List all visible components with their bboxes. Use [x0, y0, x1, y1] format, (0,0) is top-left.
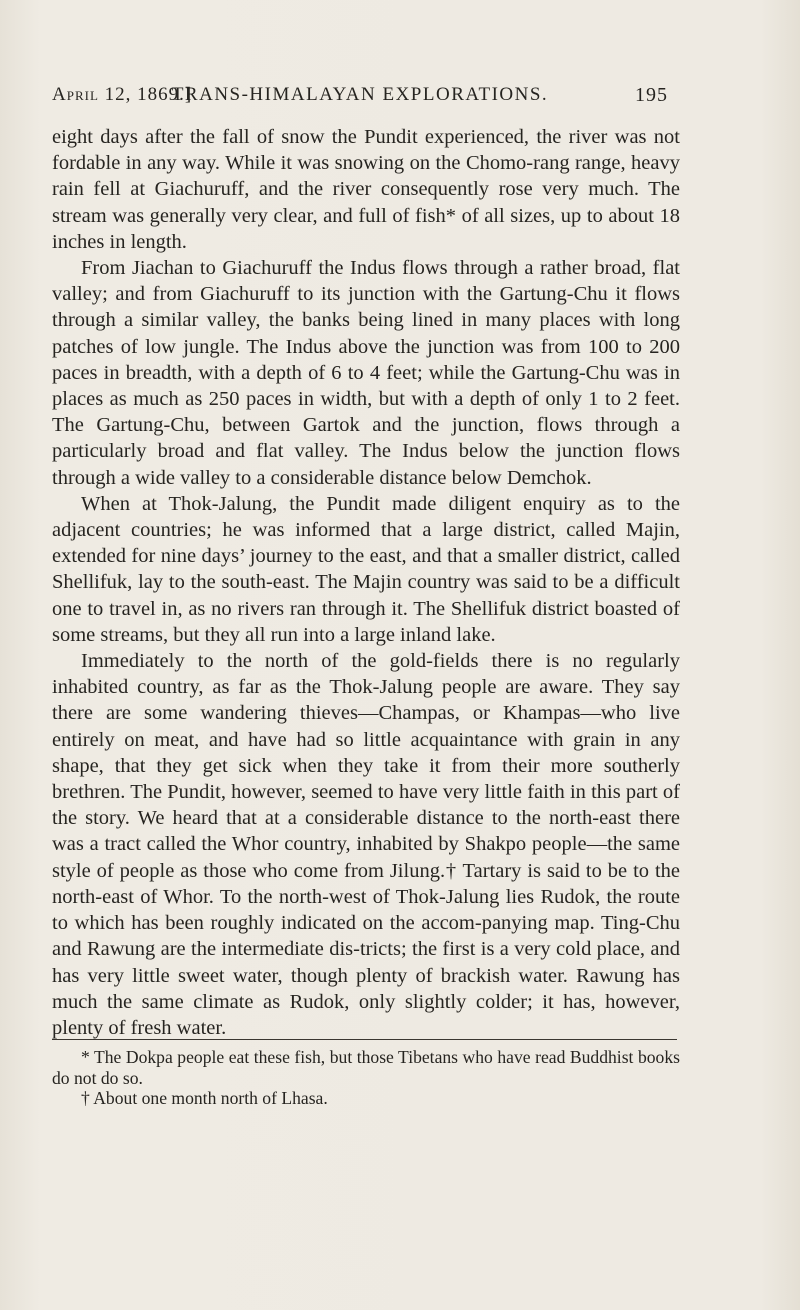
paragraph-2: From Jiachan to Giachuruff the Indus flows through a rather broad, flat valley; and from Giachuruff to its junction with the Gartung-Chu it flows through a similar valley, the banks being lined in many places with long patches of low jungle. The Indus above the junction was from 100 to 200 paces in breadth, with a depth of 6 to 4 feet; while the Gartung-Chu was in places as much as 250 paces in width, but with a depth of only 1 to 2 feet. The Gartung-Chu, between Gartok and the junction, flows through a particularly broad and flat valley. The Indus below the junction flows through a wide valley to a considerable distance below Demchok.	[52, 257, 680, 489]
header-title: TRANS-HIMALAYAN EXPLORATIONS.	[171, 84, 549, 105]
paragraph-1: eight days after the fall of snow the Pundit experienced, the river was not fordable in any way. While it was snowing on the Chomo-rang range, heavy rain fell at Giachuruff, and the river consequently rose very much. The stream was generally very clear, and full of fish* of all sizes, up to about 18 inches in length.	[52, 126, 680, 253]
header-date: April 12, 1869.]	[52, 84, 193, 105]
running-head	[52, 84, 668, 112]
body-text	[52, 124, 680, 1041]
footnote-2: † About one month north of Lhasa.	[81, 1088, 328, 1108]
footnotes	[52, 1047, 680, 1109]
paragraph-4: Immediately to the north of the gold-fields there is no regularly inhabited country, as far as the Thok-Jalung people are aware. They say there are some wandering thieves—Champas, or Khampas—who live entirely on meat, and have had so little acquaintance with grain in any shape, that they get sick when they take it from their more southerly brethren. The Pundit, however, seemed to have very little faith in this part of the story. We heard that at a considerable distance to the north-east there was a tract called the Whor country, inhabited by Shakpo people—the same style of people as those who come from Jilung.† Tartary is said to be to the north-east of Whor. To the north-west of Thok-Jalung lies Rudok, the route to which has been roughly indicated on the accom-panying map. Ting-Chu and Rawung are the intermediate dis-tricts; the first is a very cold place, and has very little sweet water, though plenty of brackish water. Rawung has much the same climate as Rudok, only slightly colder; it has, however, plenty of fresh water.	[52, 650, 680, 1039]
footnote-rule	[52, 1039, 677, 1040]
page-number: 195	[635, 84, 668, 106]
paragraph-3: When at Thok-Jalung, the Pundit made diligent enquiry as to the adjacent countries; he was informed that a large district, called Majin, extended for nine days’ journey to the east, and that a smaller district, called Shellifuk, lay to the south-east. The Majin country was said to be a difficult one to travel in, as no rivers ran through it. The Shellifuk district boasted of some streams, but they all run into a large inland lake.	[52, 492, 680, 646]
footnote-1: * The Dokpa people eat these fish, but those Tibetans who have read Buddhist books do not do so.	[52, 1047, 680, 1088]
